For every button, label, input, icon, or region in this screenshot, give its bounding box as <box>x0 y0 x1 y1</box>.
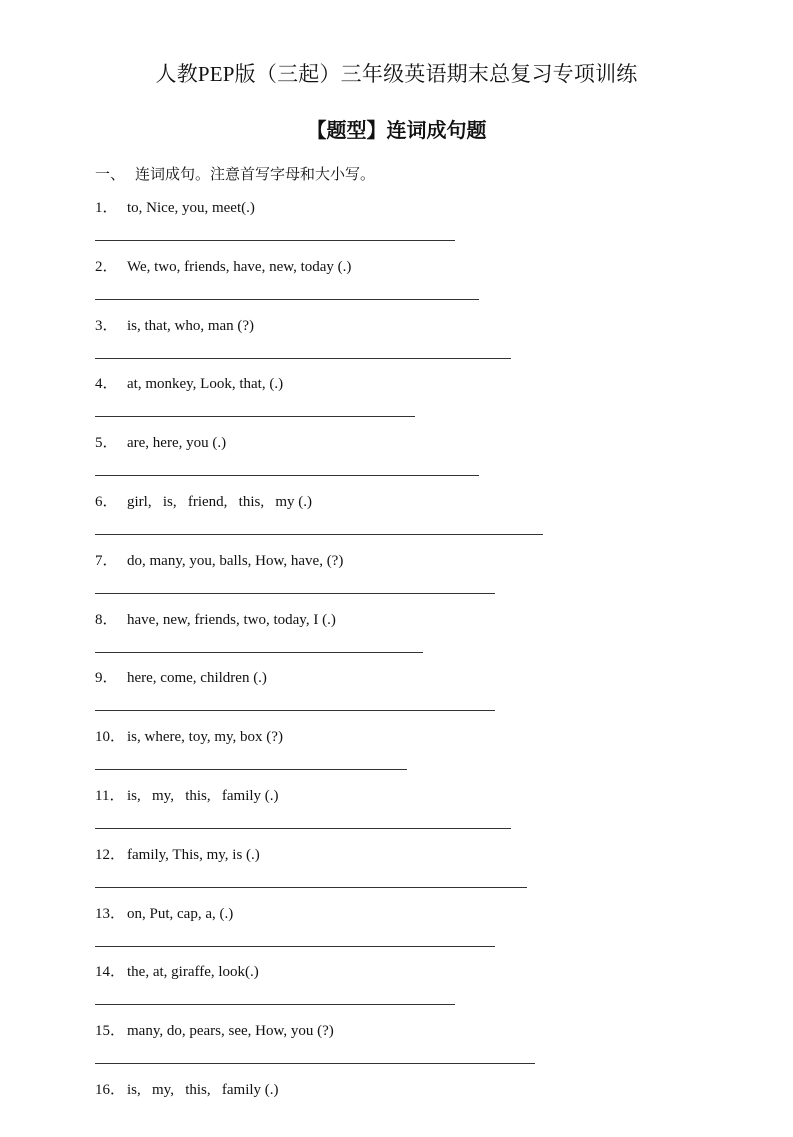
scrambled-words: is, that, who, man (?) <box>127 317 255 334</box>
question-prompt <box>95 255 351 276</box>
question-prompt <box>95 314 254 335</box>
question-item <box>95 549 555 608</box>
question-prompt <box>95 725 283 746</box>
scrambled-words: here, come, children (.) <box>127 670 267 687</box>
question-item <box>95 666 555 725</box>
question-number: 15． <box>95 1023 126 1040</box>
scrambled-words: have, new, friends, two, today, I (.) <box>127 611 336 628</box>
answer-line[interactable] <box>95 534 543 535</box>
scrambled-words: are, here, you (.) <box>127 435 227 452</box>
answer-line[interactable] <box>95 769 407 770</box>
question-item <box>95 902 555 961</box>
question-item <box>95 843 555 902</box>
question-number: 4． <box>95 376 118 393</box>
scrambled-words: is, my, this, family (.) <box>127 1081 279 1098</box>
question-prompt <box>95 1019 334 1040</box>
answer-line[interactable] <box>95 358 511 359</box>
question-item <box>95 1078 555 1137</box>
question-number: 2． <box>95 258 118 275</box>
question-prompt <box>95 431 226 452</box>
answer-line[interactable] <box>95 299 479 300</box>
answer-line[interactable] <box>95 710 495 711</box>
question-number: 16． <box>95 1081 126 1098</box>
question-item <box>95 784 555 843</box>
question-prompt <box>95 902 233 923</box>
question-number: 9． <box>95 670 118 687</box>
answer-line[interactable] <box>95 652 423 653</box>
section-instruction <box>95 163 375 184</box>
question-number: 3． <box>95 317 118 334</box>
question-prompt <box>95 549 343 570</box>
question-prompt <box>95 666 267 687</box>
section-number: 一、 <box>95 167 126 183</box>
question-item <box>95 490 555 549</box>
answer-line[interactable] <box>95 593 495 594</box>
scrambled-words: is, where, toy, my, box (?) <box>127 729 283 746</box>
answer-line[interactable] <box>95 240 455 241</box>
question-prompt <box>95 608 336 629</box>
question-item <box>95 608 555 667</box>
question-item <box>95 431 555 490</box>
question-prompt <box>95 490 312 511</box>
question-list <box>95 196 555 1137</box>
scrambled-words: to, Nice, you, meet(.) <box>127 200 255 216</box>
question-number: 1． <box>95 200 118 216</box>
answer-line[interactable] <box>95 828 511 829</box>
answer-line[interactable] <box>95 416 415 417</box>
scrambled-words: do, many, you, balls, How, have, (?) <box>127 552 344 569</box>
page-title: 人教PEP版（三起）三年级英语期末总复习专项训练 <box>155 62 638 86</box>
question-prompt <box>95 372 283 393</box>
question-prompt <box>95 960 259 981</box>
question-item <box>95 960 555 1019</box>
answer-line[interactable] <box>95 475 479 476</box>
question-item <box>95 372 555 431</box>
scrambled-words: is, my, this, family (.) <box>127 787 279 804</box>
question-number: 14． <box>95 964 126 981</box>
question-number: 8． <box>95 611 118 628</box>
question-number: 5． <box>95 435 118 452</box>
question-prompt <box>95 784 279 805</box>
question-item <box>95 1019 555 1078</box>
scrambled-words: at, monkey, Look, that, (.) <box>127 376 284 393</box>
question-item <box>95 255 555 314</box>
scrambled-words: the, at, giraffe, look(.) <box>127 964 259 981</box>
answer-line[interactable] <box>95 1063 535 1064</box>
section-instruction-text: 连词成句。注意首写字母和大小写。 <box>135 167 376 183</box>
question-item <box>95 725 555 784</box>
scrambled-words: We, two, friends, have, new, today (.) <box>127 258 352 275</box>
question-number: 11． <box>95 787 125 804</box>
scrambled-words: family, This, my, is (.) <box>127 846 260 863</box>
scrambled-words: girl, is, friend, this, my (.) <box>127 493 312 510</box>
question-number: 10． <box>95 729 126 746</box>
question-item <box>95 314 555 373</box>
question-prompt <box>95 843 260 864</box>
answer-line[interactable] <box>95 946 495 947</box>
scrambled-words: on, Put, cap, a, (.) <box>127 905 234 922</box>
question-number: 6． <box>95 493 118 510</box>
question-item <box>95 196 555 255</box>
scrambled-words: many, do, pears, see, How, you (?) <box>127 1023 334 1040</box>
answer-line[interactable] <box>95 1004 455 1005</box>
answer-line[interactable] <box>95 887 527 888</box>
question-prompt <box>95 1078 279 1099</box>
question-number: 7． <box>95 552 118 569</box>
question-type-heading: 【题型】连词成句题 <box>306 118 487 142</box>
question-prompt <box>95 196 255 217</box>
question-number: 13． <box>95 905 126 922</box>
question-number: 12． <box>95 846 126 863</box>
